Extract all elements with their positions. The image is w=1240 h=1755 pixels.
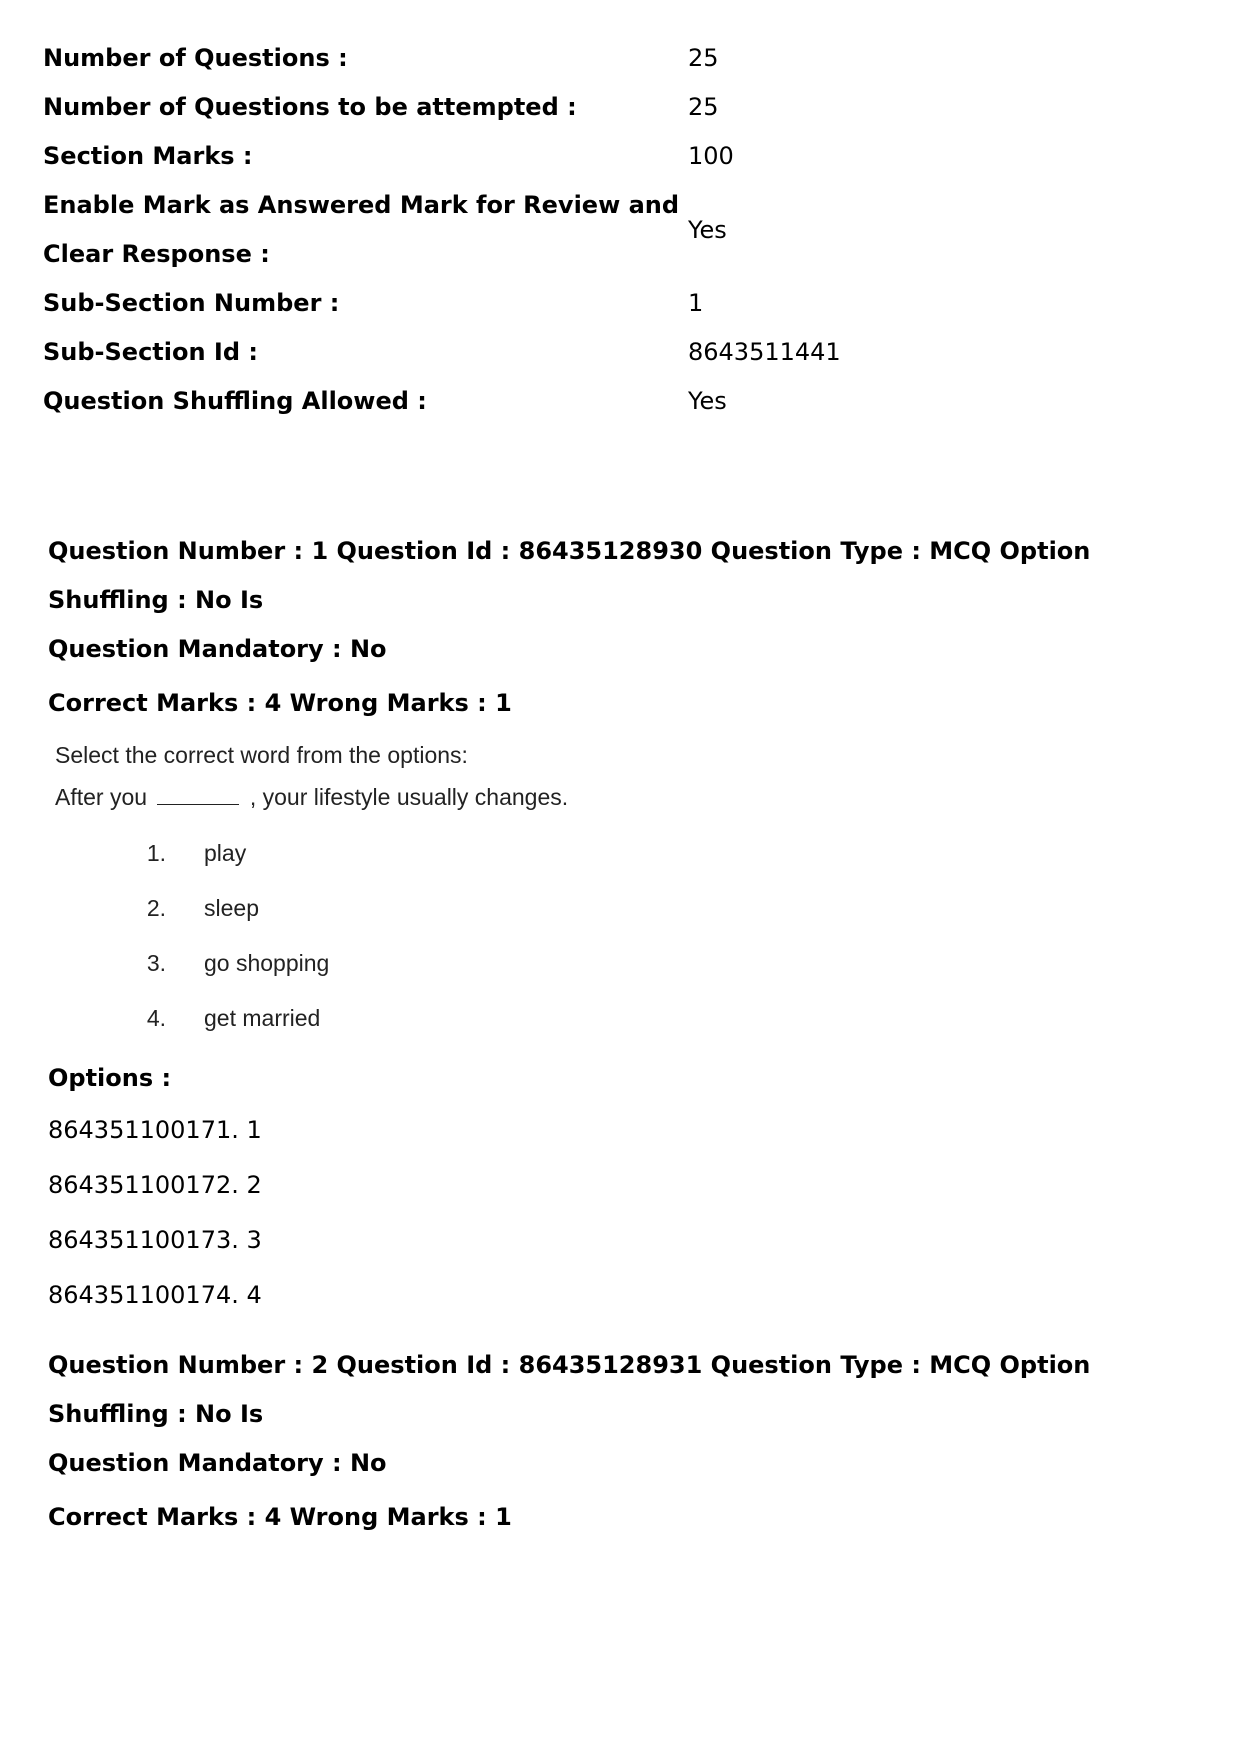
info-row	[43, 279, 1193, 328]
choice-item	[48, 991, 1208, 1046]
info-label: Sub-Section Id :	[43, 338, 258, 366]
choice-text: sleep	[204, 895, 259, 921]
info-row	[43, 328, 1193, 377]
info-row	[43, 377, 1193, 426]
sentence-after: , your lifestyle usually changes.	[249, 784, 569, 810]
info-value: 25	[688, 93, 719, 121]
question-marks: Correct Marks : 4 Wrong Marks : 1	[48, 689, 512, 717]
sentence-before: After you	[55, 784, 148, 810]
option-id: 864351100173. 3	[48, 1226, 262, 1254]
info-value: 8643511441	[688, 338, 841, 366]
info-label-line: Clear Response :	[43, 240, 270, 268]
question-block-2	[48, 1341, 1208, 1542]
question-prompt: Select the correct word from the options:	[55, 742, 468, 768]
choice-item	[48, 881, 1208, 936]
question-header	[48, 527, 1208, 674]
info-row	[43, 181, 1193, 279]
info-row	[43, 132, 1193, 181]
choice-number: 4.	[146, 1005, 166, 1031]
option-id: 864351100174. 4	[48, 1281, 262, 1309]
choice-number: 1.	[146, 840, 166, 866]
info-label	[43, 181, 688, 279]
choice-list	[48, 826, 1208, 1046]
question-header-line: Question Number : 2 Question Id : 86435128931 Question Type : MCQ Option Shuffling : No Is	[48, 1351, 1091, 1428]
info-label: Sub-Section Number :	[43, 289, 340, 317]
question-sentence	[48, 776, 1208, 818]
info-value: 1	[688, 289, 704, 317]
choice-item	[48, 936, 1208, 991]
choice-item	[48, 826, 1208, 881]
choice-text: play	[204, 840, 247, 866]
choice-text: get married	[204, 1005, 321, 1031]
choice-number: 3.	[146, 950, 166, 976]
info-label: Question Shuffling Allowed :	[43, 387, 427, 415]
info-label: Number of Questions to be attempted :	[43, 93, 577, 121]
question-header-line: Question Mandatory : No	[48, 1449, 387, 1477]
section-info-table	[43, 34, 1193, 426]
info-row	[43, 83, 1193, 132]
question-marks: Correct Marks : 4 Wrong Marks : 1	[48, 1503, 512, 1531]
info-label: Section Marks :	[43, 142, 253, 170]
info-value: Yes	[688, 215, 727, 244]
question-block-1	[48, 527, 1208, 1323]
info-label-line: Enable Mark as Answered Mark for Review and	[43, 191, 680, 219]
question-content	[48, 734, 1208, 1046]
choice-text: go shopping	[204, 950, 330, 976]
question-header	[48, 1341, 1208, 1488]
info-value: Yes	[688, 387, 727, 415]
info-row	[43, 34, 1193, 83]
info-value: 100	[688, 142, 734, 170]
answer-blank	[157, 782, 239, 805]
choice-number: 2.	[146, 895, 166, 921]
question-header-line: Question Mandatory : No	[48, 635, 387, 663]
option-id: 864351100171. 1	[48, 1116, 262, 1144]
info-value: 25	[688, 44, 719, 72]
question-header-line: Question Number : 1 Question Id : 86435128930 Question Type : MCQ Option Shuffling : No Is	[48, 537, 1091, 614]
options-title: Options :	[48, 1064, 172, 1092]
option-id: 864351100172. 2	[48, 1171, 262, 1199]
info-label: Number of Questions :	[43, 44, 348, 72]
